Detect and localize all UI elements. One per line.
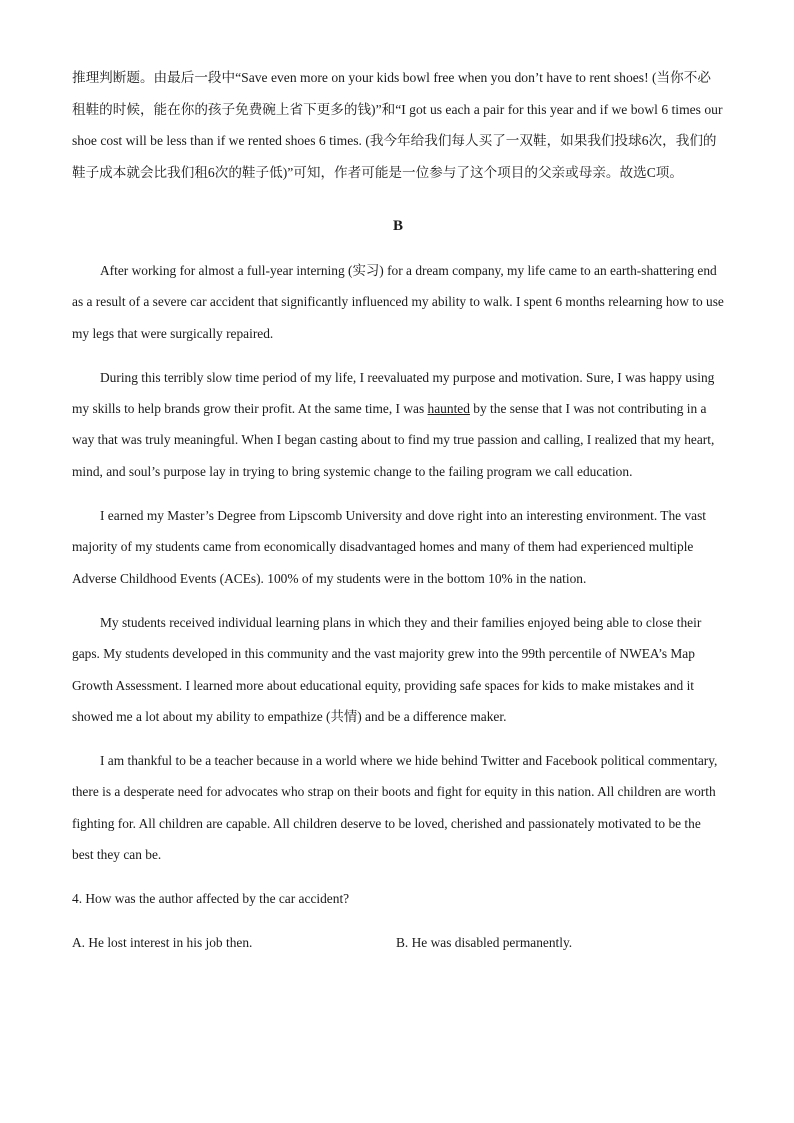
option-b: B. He was disabled permanently. (396, 935, 573, 951)
passage-paragraph-4: My students received individual learning plans in which they and their families enjoyed being able to close their gaps. My students developed in this community and the vast majority grew into the 99th percentile of NWEA’s Map Growth Assessment. I learned more about educational equity, providing safe spaces for kids to make mistakes and it showed me a lot about my ability to empathize (共情) and be a difference maker. (72, 614, 702, 724)
passage-paragraph-2 (72, 362, 724, 487)
question-stem: 4. How was the author affected by the car accident? (72, 891, 350, 907)
passage-paragraph-5: I am thankful to be a teacher because in a world where we hide behind Twitter and Facebook political commentary, there is a desperate need for advocates who strap on their boots and fight for equity in this nation. All children are worth fighting for. All children are capable. All children deserve to be loved, cherished and passionately motivated to be the best they can be. (72, 753, 718, 863)
underlined-word: haunted (427, 401, 470, 417)
option-a: A. He lost interest in his job then. (72, 935, 253, 951)
passage-paragraph-1: After working for almost a full-year interning (实习) for a dream company, my life came to an earth-shattering end as a result of a severe car accident that significantly influenced my ability to walk. I spent 6 months relearning how to use my legs that were surgically repaired. (72, 263, 724, 341)
section-heading: B (392, 218, 403, 234)
answer-explanation: 推理判断题。由最后一段中“Save even more on your kids bowl free when you don’t have to rent shoes! (当你不必租鞋的时候，能在你的孩子免费碗上省下更多的钱)”和“I got us each a pair for this year and if we bowl 6 times our shoe cost will be less than if we rented shoes 6 times. (我今年给我们每人买了一双鞋，如果我们投球6次，我们的鞋子成本就会比我们租6次的鞋子低)”可知，作者可能是一位参与了这个项目的父亲或母亲。故选C项。 (72, 70, 723, 180)
answer-options (72, 927, 724, 958)
paragraph-2-text-before: During this terribly slow time period of my life, I reevaluated my purpose and motivation. Sure, I was happy using my skills to help brands grow their profit. At the same time, I was (72, 369, 715, 417)
paragraph-2-text-after: by the sense that I was not contributing in a way that was truly meaningful. When I began casting about to find my true passion and calling, I realized that my heart, mind, and soul’s purpose lay in trying to bring systemic change to the failing program we call education. (72, 401, 715, 479)
document-page (72, 62, 724, 958)
passage-paragraph-3: I earned my Master’s Degree from Lipscomb University and dove right into an interesting environment. The vast majority of my students came from economically disadvantaged homes and many of them had experienced multiple Adverse Childhood Events (ACEs). 100% of my students were in the bottom 10% in the nation. (72, 508, 707, 586)
